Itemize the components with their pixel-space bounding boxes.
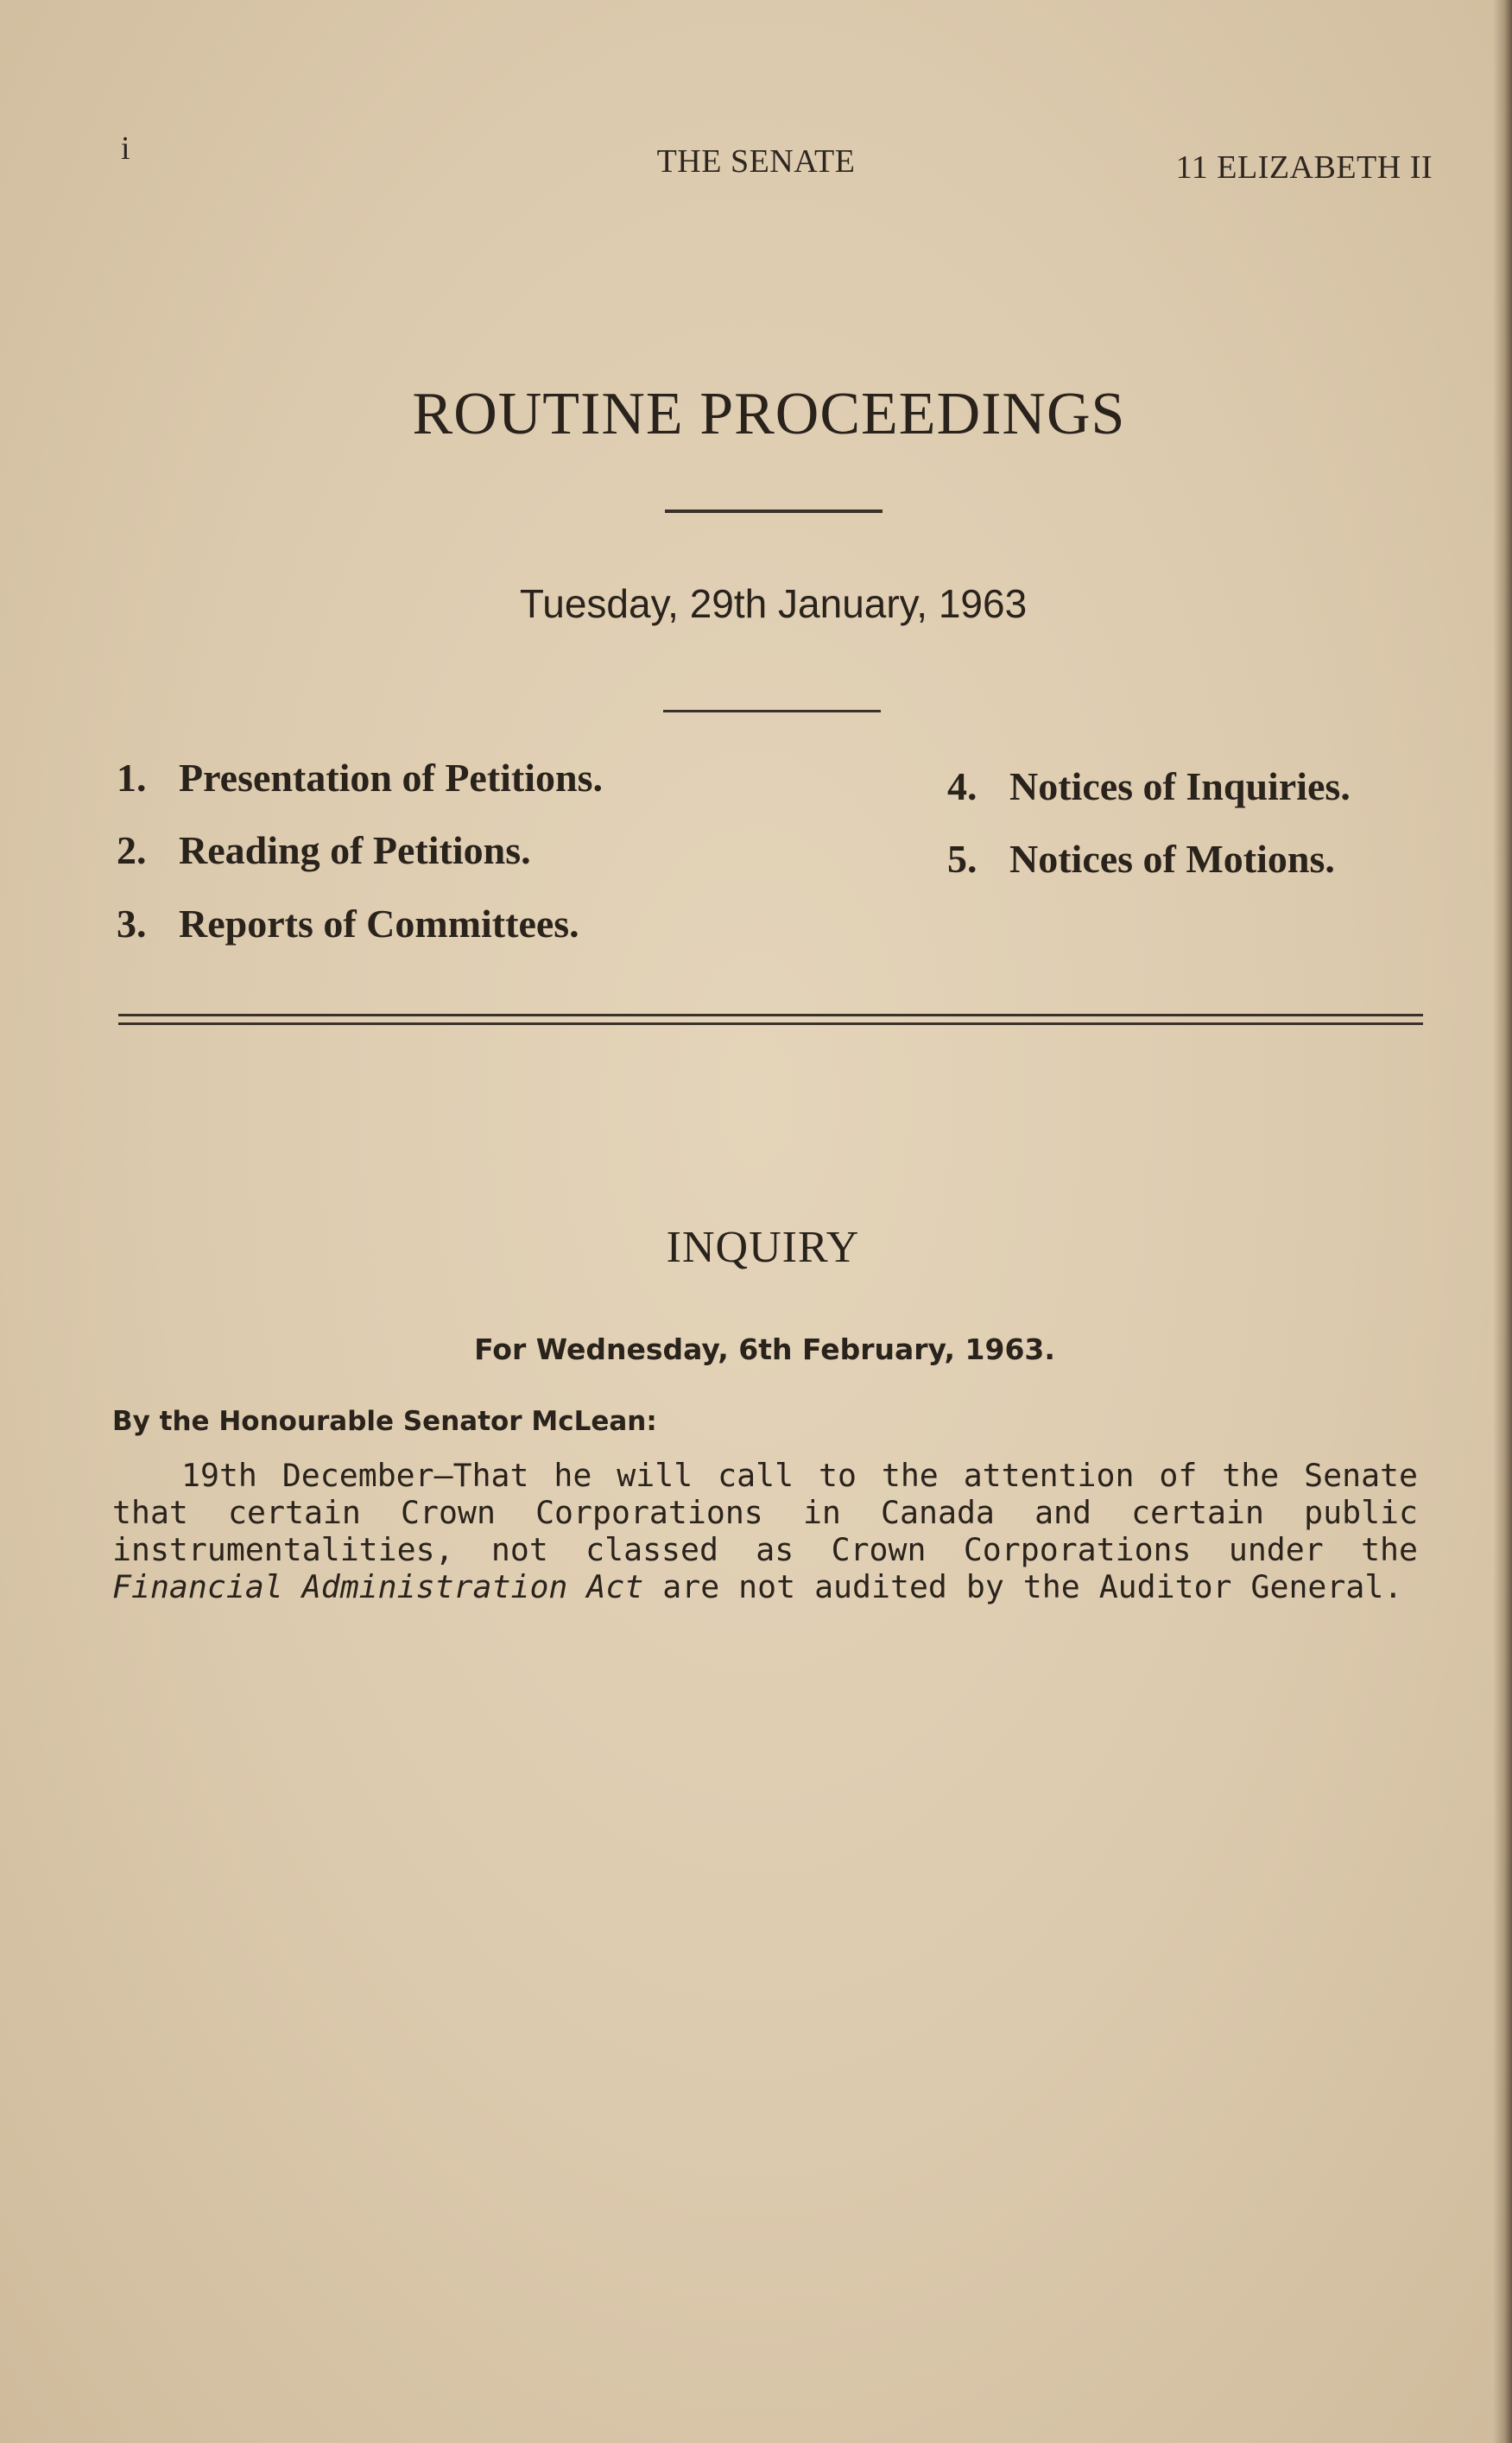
- item-label: Reports of Committees.: [179, 902, 579, 946]
- running-header: THE SENATE: [656, 143, 856, 180]
- item-label: Reading of Petitions.: [179, 828, 531, 872]
- item-number: 1.: [117, 756, 147, 800]
- item-number: 4.: [947, 764, 977, 808]
- date-rule: [663, 710, 881, 712]
- act-title: Financial Administration Act: [112, 1568, 644, 1605]
- inquiry-text: [112, 1457, 1418, 1605]
- item-label: Notices of Motions.: [1009, 837, 1335, 881]
- page-number: i: [121, 130, 131, 167]
- proceeding-item: [117, 827, 531, 873]
- proceeding-item: [947, 836, 1335, 882]
- proceeding-item: [117, 755, 603, 801]
- inquiry-sponsor: By the Honourable Senator McLean:: [112, 1406, 657, 1437]
- regnal-year: 11 ELIZABETH II: [1175, 149, 1433, 186]
- proceeding-item: [117, 901, 579, 946]
- inquiry-text-part: are not audited by the Auditor General.: [643, 1568, 1403, 1605]
- section-divider: [118, 1014, 1423, 1025]
- sitting-date: Tuesday, 29th January, 1963: [519, 581, 1028, 626]
- page-title: ROUTINE PROCEEDINGS: [412, 381, 1126, 447]
- item-label: Presentation of Petitions.: [179, 756, 604, 800]
- proceeding-item: [947, 763, 1351, 809]
- item-number: 5.: [947, 837, 977, 881]
- item-number: 2.: [117, 828, 147, 872]
- inquiry-date: For Wednesday, 6th February, 1963.: [474, 1332, 1055, 1366]
- item-label: Notices of Inquiries.: [1009, 764, 1351, 808]
- inquiry-text-part: 19th December—That he will call to the attention of the Senate that certain Crown Corporations in Canada and certain public instrumentalities, not classed as Crown Corporations under the: [112, 1457, 1418, 1568]
- item-number: 3.: [117, 902, 147, 946]
- inquiry-heading: INQUIRY: [666, 1223, 860, 1272]
- title-rule: [665, 509, 883, 513]
